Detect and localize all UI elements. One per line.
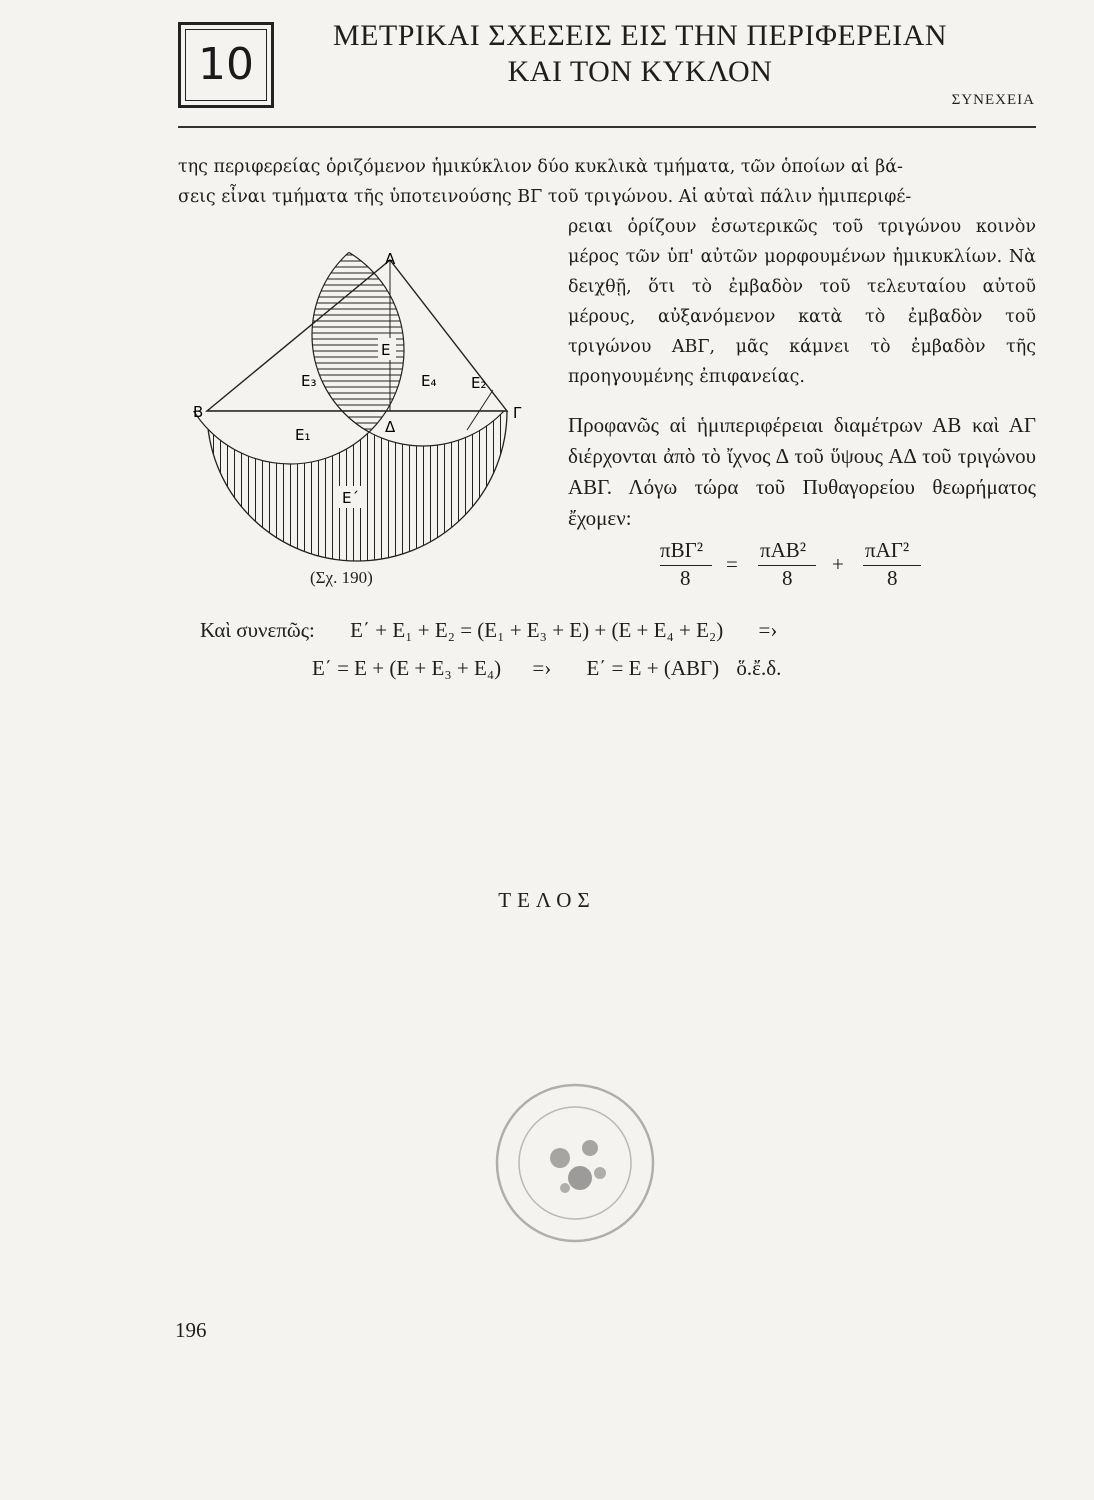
fraction-1-denominator: 8 (680, 566, 691, 590)
equals-sign: = (726, 552, 738, 576)
chapter-title (300, 18, 980, 90)
page-number: 196 (175, 1318, 207, 1342)
plus-sign: + (832, 552, 844, 576)
chapter-title-line2: ΚΑΙ ΤΟΝ ΚΥΚΛΟΝ (507, 55, 773, 88)
label-Eprime: Ε΄ (342, 489, 359, 507)
library-stamp (490, 1078, 660, 1248)
continuation-label: ΣΥΝΕΧΕΙΑ (951, 92, 1035, 108)
formula-3-arrow: =› (532, 656, 552, 680)
formula-2-expression: Ε΄ + Ε₁ + Ε₂ = (Ε₁ + Ε₃ + Ε) + (Ε + Ε₄ + Ε₂) (350, 618, 724, 642)
formula-consequently (200, 618, 1040, 643)
label-D: Δ (385, 418, 396, 436)
label-G: Γ (513, 404, 522, 422)
figure-caption: (Σχ. 190) (310, 568, 373, 587)
paragraph-1-top (178, 152, 1036, 212)
label-A: Α (385, 250, 396, 268)
label-E1: Ε₁ (295, 426, 311, 444)
formula-pythagoras (660, 538, 930, 598)
paragraph-1-rest: ρειαι ὁρίζουν ἐσωτερικῶς τοῦ τριγώνου κοινὸν μέρος τῶν ὑπ' αὐτῶν μορφουμένων ἡμικυκλίων. Νὰ δειχθῇ, ὅτι τὸ ἐμβαδὸν τοῦ τελευταίου αὐτοῦ μέρους, αὐξανόμενον κατὰ τὸ ἐμβαδὸν τοῦ τριγώνου ΑΒΓ, μᾶς κάμνει τὸ ἐμβαδὸν τῆς προηγουμένης ἐπιφανείας. (568, 217, 1036, 387)
chapter-title-line1: ΜΕΤΡΙΚΑΙ ΣΧΕΣΕΙΣ ΕΙΣ ΤΗΝ ΠΕΡΙΦΕΡΕΙΑΝ (332, 19, 948, 52)
chapter-number-box (178, 22, 274, 108)
label-E4: Ε₄ (421, 372, 437, 390)
label-E2: Ε₂ (471, 374, 487, 392)
chapter-number: 10 (198, 39, 254, 90)
formula-3-qed: ὅ.ἔ.δ. (736, 656, 782, 680)
geometry-figure (175, 240, 570, 570)
label-E: Ε (381, 341, 391, 359)
paragraph-1-line-2: σεις εἶναι τμήματα τῆς ὑποτεινούσης ΒΓ τοῦ τριγώνου. Αἱ αὐταὶ πάλιν ἡμιπεριφέ- (178, 187, 912, 207)
formula-3-expression-2: Ε΄ = Ε + (ΑΒΓ) (586, 656, 720, 680)
formula-2-arrow: =› (758, 618, 778, 642)
fraction-2-numerator: πΑΒ² (760, 538, 807, 562)
header-rule (178, 126, 1036, 128)
fraction-1-numerator: πΒΓ² (660, 538, 704, 562)
paragraph-1-line-1: της περιφερείας ὁριζόμενον ἡμικύκλιον δύο κυκλικὰ τμήματα, τῶν ὁποίων αἱ βά- (178, 157, 903, 177)
fraction-2-denominator: 8 (782, 566, 793, 590)
paragraph-2: Προφανῶς αἱ ἡμιπεριφέρειαι διαμέτρων ΑΒ καὶ ΑΓ διέρχονται ἀπὸ τὸ ἴχνος Δ τοῦ ὕψους ΑΔ τοῦ τριγώνου ΑΒΓ. Λόγω τώρα τοῦ Πυθαγορείου θεωρήματος ἔχομεν: (568, 413, 1036, 530)
label-B: Β (193, 403, 204, 421)
fraction-3-denominator: 8 (887, 566, 898, 590)
label-E3: Ε₃ (301, 372, 317, 390)
formula-conclusion (312, 656, 1032, 681)
end-word: ΤΕΛΟΣ (498, 888, 596, 912)
fraction-3-numerator: πΑΓ² (865, 538, 910, 562)
formula-3-expression-1: Ε΄ = Ε + (Ε + Ε₃ + Ε₄) (312, 656, 502, 680)
formula-2-lead: Καὶ συνεπῶς: (200, 618, 315, 642)
